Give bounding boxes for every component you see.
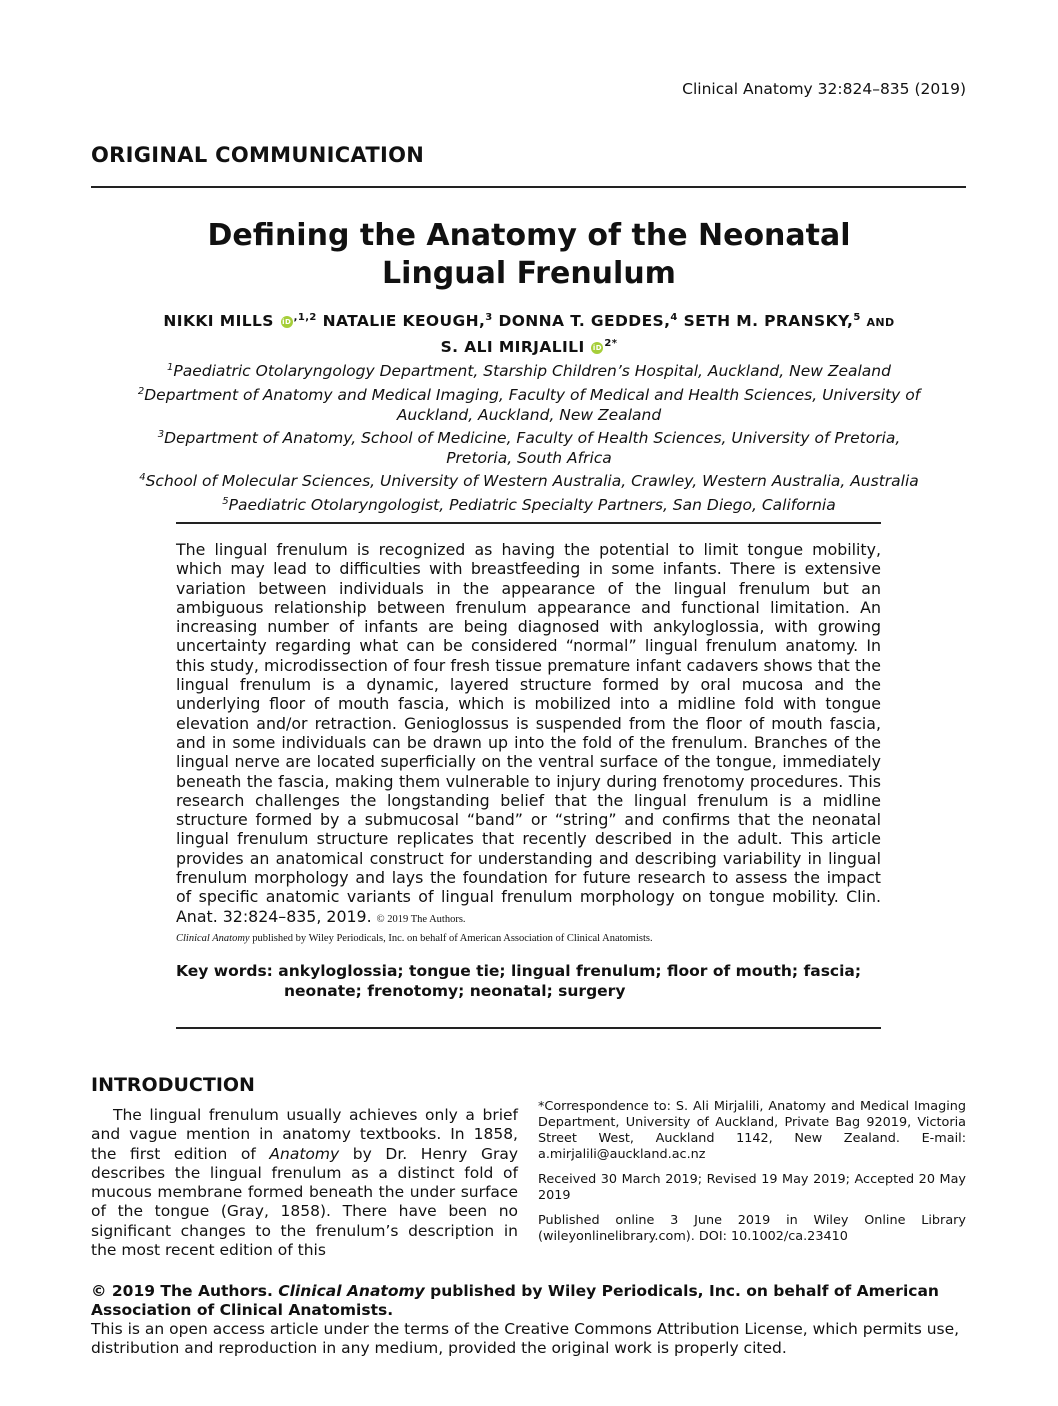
- header-rule: [91, 186, 966, 188]
- affiliation: $^1$Paediatric Otolaryngology Department, Starship Children’s Hospital, Auckland, New Zealand: [167, 362, 891, 381]
- affiliation: $^2$Department of Anatomy and Medical Imaging, Faculty of Medical and Health Sciences, University of Auckland, Auckland, New Zealand: [137, 385, 921, 424]
- correspondence-note: *Correspondence to: S. Ali Mirjalili, Anatomy and Medical Imaging Department, University of Auckland, Private Bag 92019, Victoria Street West, Auckland 1142, New Zealand. E-mail: a.mirjalili@auckland.ac.nz: [538, 1099, 966, 1163]
- title-line-2: Lingual Frenulum: [382, 256, 676, 291]
- author-list: [90, 307, 968, 358]
- author-affil-sup: 5: [853, 312, 861, 323]
- article-title: [90, 217, 968, 293]
- author-affil-sup: 4: [670, 312, 678, 323]
- author-affil-sup: ,1,2: [293, 312, 317, 323]
- affiliations: [90, 358, 968, 516]
- title-line-1: Defining the Anatomy of the Neonatal: [207, 218, 851, 253]
- author-conjunction: AND: [866, 316, 895, 330]
- footer-copyright: © 2019 The Authors. Clinical Anatomy published by Wiley Periodicals, Inc. on behalf of American Association of Clinical Anatomists.: [91, 1282, 939, 1319]
- orcid-icon[interactable]: iD: [282, 317, 292, 326]
- section-type: ORIGINAL COMMUNICATION: [91, 143, 425, 167]
- affiliation: $^4$School of Molecular Sciences, University of Western Australia, Crawley, Western Australia, Australia: [139, 472, 919, 491]
- abstract-top-rule: [176, 522, 881, 524]
- orcid-icon[interactable]: iD: [592, 343, 602, 352]
- introduction-paragraph: The lingual frenulum usually achieves only a brief and vague mention in anatomy textbooks. In 1858, the first edition of Anatomy by Dr. Henry Gray describes the lingual frenulum as a distinct fold of mucous membrane formed beneath the under surface of the tongue (Gray, 1858). There have been no significant changes to the frenulum’s description in the most recent edition of this: [91, 1106, 518, 1260]
- abstract-text: The lingual frenulum is recognized as having the potential to limit tongue mobility, which may lead to difficulties with breastfeeding in some infants. There is extensive variation between individuals in the appearance of the lingual frenulum but an ambiguous relationship between frenulum appearance and functional limitation. An increasing number of infants are being diagnosed with ankyloglossia, with growing uncertainty regarding what can be considered “normal” lingual frenulum anatomy. In this study, microdissection of four fresh tissue premature infant cadavers shows that the lingual frenulum is a dynamic, layered structure formed by oral mucosa and the underlying floor of mouth fascia, which is mobilized into a midline fold with tongue elevation and/or retraction. Genioglossus is suspended from the floor of mouth fascia, and in some individuals can be drawn up into the fold of the frenulum. Branches of the lingual nerve are located superficially on the ventral surface of the tongue, immediately beneath the fascia, making them vulnerable to injury during frenotomy procedures. This research challenges the longstanding belief that the lingual frenulum is a midline structure formed by a submucosal “band” or “string” and confirms that the neonatal lingual frenulum structure replicates that recently described in the adult. This article provides an anatomical construct for understanding and describing variability in lingual frenulum morphology and lays the foundation for future research to assess the impact of specific anatomic variants of lingual frenulum morphology on tongue mobility. Clin. Anat. 32:824–835, 2019.: [176, 540, 881, 926]
- keywords-label: Key words:: [176, 962, 273, 980]
- author-name: S. ALI MIRJALILI: [440, 338, 585, 357]
- abstract-bottom-rule: [176, 1027, 881, 1029]
- introduction-heading: INTRODUCTION: [91, 1074, 255, 1096]
- author-name: NIKKI MILLS: [163, 312, 274, 331]
- received-dates: Received 30 March 2019; Revised 19 May 2019; Accepted 20 May 2019: [538, 1172, 966, 1204]
- abstract-publisher-note: Clinical Anatomy published by Wiley Periodicals, Inc. on behalf of American Association of Clinical Anatomists.: [176, 933, 653, 944]
- keywords-line-1: ankyloglossia; tongue tie; lingual frenulum; floor of mouth; fascia;: [272, 962, 862, 980]
- footer-license: This is an open access article under the terms of the Creative Commons Attribution License, which permits use, distribution and reproduction in any medium, provided the original work is properly cited.: [91, 1320, 960, 1357]
- author-name: NATALIE KEOUGH,: [322, 312, 486, 331]
- affiliation: $^5$Paediatric Otolaryngologist, Pediatric Specialty Partners, San Diego, California: [222, 496, 836, 515]
- keywords-line-2: neonate; frenotomy; neonatal; surgery: [284, 981, 626, 1000]
- abstract: [176, 540, 881, 929]
- affiliation: $^3$Department of Anatomy, School of Medicine, Faculty of Health Sciences, University of Pretoria, Pretoria, South Africa: [157, 429, 901, 467]
- author-name: SETH M. PRANSKY,: [683, 312, 854, 331]
- author-affil-sup: 3: [485, 312, 493, 323]
- keywords: [176, 962, 881, 1001]
- author-name: DONNA T. GEDDES,: [498, 312, 671, 331]
- journal-citation: Clinical Anatomy 32:824–835 (2019): [682, 80, 966, 98]
- author-affil-sup: 2*: [604, 338, 618, 350]
- abstract-copyright: © 2019 The Authors.: [376, 913, 466, 925]
- publication-info: Published online 3 June 2019 in Wiley Online Library (wileyonlinelibrary.com). DOI: 10.1002/ca.23410: [538, 1213, 966, 1245]
